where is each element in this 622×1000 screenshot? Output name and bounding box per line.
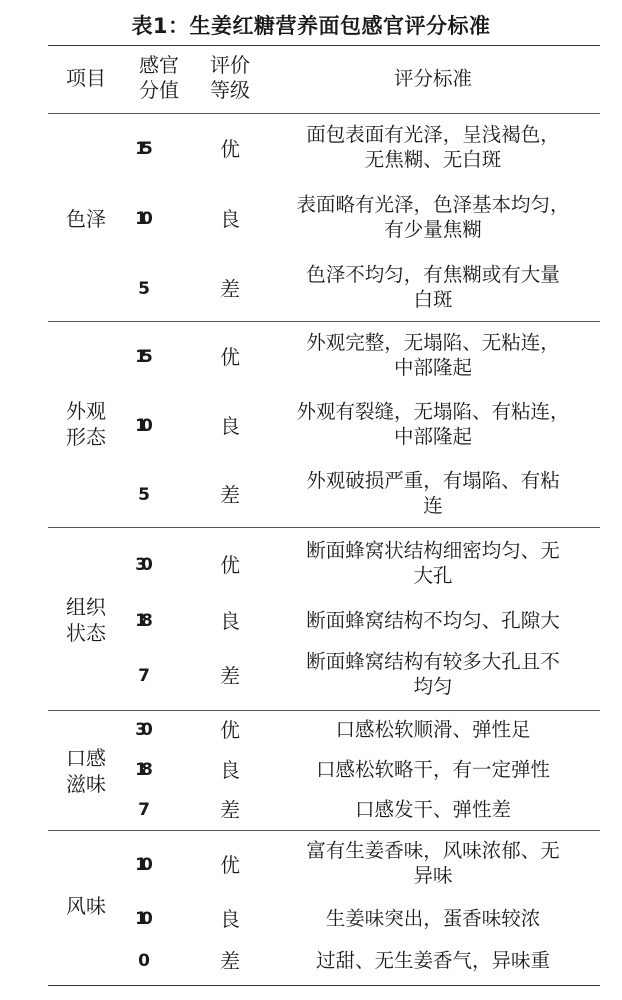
score-cell: 18 bbox=[135, 611, 147, 631]
criteria-cell bbox=[268, 797, 598, 822]
criteria-cell bbox=[268, 906, 598, 931]
header-grade-line1: 评价 bbox=[210, 53, 250, 77]
criteria-cell bbox=[268, 948, 598, 973]
item-label-line1: 组织 bbox=[66, 595, 106, 619]
criteria-line1: 口感发干、弹性差 bbox=[354, 798, 511, 821]
grade-cell: 优 bbox=[220, 553, 240, 577]
item-label bbox=[48, 206, 124, 232]
criteria-cell bbox=[268, 649, 598, 699]
grade-cell: 差 bbox=[220, 949, 240, 973]
header-rule bbox=[48, 113, 600, 114]
item-label-line1: 外观 bbox=[66, 399, 106, 423]
grade-cell: 良 bbox=[220, 609, 240, 633]
grade-cell: 良 bbox=[220, 907, 240, 931]
criteria-line2: 异味 bbox=[413, 864, 453, 887]
score-cell: 15 bbox=[135, 347, 147, 367]
header-criteria: 评分标准 bbox=[393, 67, 472, 90]
criteria-line1: 过甜、无生姜香气，异味重 bbox=[315, 949, 550, 972]
score-cell: 30 bbox=[135, 555, 147, 575]
score-cell: 7 bbox=[138, 666, 144, 686]
criteria-line1: 外观完整，无塌陷、无粘连， bbox=[306, 331, 560, 354]
criteria-line1: 面包表面有光泽，呈浅褐色， bbox=[306, 123, 560, 146]
criteria-cell bbox=[268, 757, 598, 782]
score-cell: 30 bbox=[135, 720, 147, 740]
item-label bbox=[48, 745, 124, 797]
header-item: 项目 bbox=[66, 66, 106, 90]
criteria-line2: 无焦糊、无白斑 bbox=[364, 148, 502, 171]
score-cell: 10 bbox=[135, 209, 147, 229]
item-label-line2: 滋味 bbox=[66, 772, 106, 796]
score-cell: 10 bbox=[135, 909, 147, 929]
criteria-cell bbox=[268, 468, 598, 518]
grade-cell: 差 bbox=[220, 483, 240, 507]
header-score bbox=[124, 53, 194, 103]
criteria-line1: 口感松软略干，有一定弹性 bbox=[315, 758, 550, 781]
criteria-cell bbox=[268, 838, 598, 888]
grade-cell: 差 bbox=[220, 798, 240, 822]
score-cell: 10 bbox=[135, 855, 147, 875]
criteria-line1: 外观破损严重，有塌陷、有粘 bbox=[306, 469, 560, 492]
item-label-line1: 口感 bbox=[66, 746, 106, 770]
item-label bbox=[48, 398, 124, 450]
criteria-line2: 大孔 bbox=[413, 564, 453, 587]
criteria-line2: 有少量焦糊 bbox=[384, 218, 482, 241]
criteria-line2: 白斑 bbox=[413, 288, 453, 311]
grade-cell: 优 bbox=[220, 137, 240, 161]
item-label-line1: 色泽 bbox=[66, 207, 106, 231]
criteria-cell bbox=[268, 122, 598, 172]
criteria-line2: 中部隆起 bbox=[393, 356, 472, 379]
score-cell: 5 bbox=[138, 485, 144, 505]
grade-cell: 优 bbox=[220, 853, 240, 877]
header-score-line1: 感官 bbox=[139, 53, 179, 77]
header-grade-line2: 等级 bbox=[210, 78, 250, 102]
criteria-line1: 表面略有光泽，色泽基本均匀， bbox=[296, 193, 570, 216]
criteria-line2: 连 bbox=[423, 494, 443, 517]
grade-cell: 差 bbox=[220, 277, 240, 301]
criteria-line1: 断面蜂窝结构有较多大孔且不 bbox=[306, 650, 560, 673]
section-rule bbox=[48, 321, 600, 322]
score-cell: 5 bbox=[138, 279, 144, 299]
criteria-cell bbox=[268, 262, 598, 312]
criteria-cell bbox=[268, 399, 598, 449]
header-grade bbox=[196, 53, 264, 103]
grade-cell: 良 bbox=[220, 414, 240, 438]
bottom-rule bbox=[48, 985, 600, 986]
item-label-line2: 状态 bbox=[66, 621, 106, 645]
top-rule bbox=[48, 45, 600, 46]
criteria-line1: 外观有裂缝，无塌陷、有粘连， bbox=[296, 400, 570, 423]
criteria-line1: 口感松软顺滑、弹性足 bbox=[335, 718, 531, 741]
grade-cell: 良 bbox=[220, 758, 240, 782]
criteria-line1: 色泽不均匀，有焦糊或有大量 bbox=[306, 263, 560, 286]
criteria-line1: 断面蜂窝状结构细密均匀、无 bbox=[306, 539, 560, 562]
grade-cell: 良 bbox=[220, 207, 240, 231]
criteria-line1: 生姜味突出，蛋香味较浓 bbox=[325, 907, 541, 930]
item-label-line2: 形态 bbox=[66, 425, 106, 449]
criteria-line2: 中部隆起 bbox=[393, 425, 472, 448]
criteria-line2: 均匀 bbox=[413, 675, 453, 698]
grade-cell: 优 bbox=[220, 345, 240, 369]
item-label bbox=[48, 893, 124, 919]
section-rule bbox=[48, 830, 600, 831]
criteria-line1: 断面蜂窝结构不均匀、孔隙大 bbox=[306, 609, 560, 632]
score-cell: 0 bbox=[138, 951, 144, 971]
score-cell: 10 bbox=[135, 416, 147, 436]
section-rule bbox=[48, 710, 600, 711]
criteria-cell bbox=[268, 538, 598, 588]
grade-cell: 优 bbox=[220, 718, 240, 742]
table-title: 表1：生姜红糖营养面包感官评分标准 bbox=[131, 14, 491, 38]
criteria-cell bbox=[268, 330, 598, 380]
header-score-line2: 分值 bbox=[139, 78, 179, 102]
grade-cell: 差 bbox=[220, 664, 240, 688]
score-cell: 18 bbox=[135, 760, 147, 780]
item-label bbox=[48, 594, 124, 646]
item-label-line1: 风味 bbox=[66, 894, 106, 918]
criteria-cell bbox=[268, 717, 598, 742]
score-cell: 15 bbox=[135, 139, 147, 159]
section-rule bbox=[48, 527, 600, 528]
criteria-cell bbox=[268, 192, 598, 242]
criteria-line1: 富有生姜香味，风味浓郁、无 bbox=[306, 839, 560, 862]
score-cell: 7 bbox=[138, 800, 144, 820]
criteria-cell bbox=[268, 608, 598, 633]
